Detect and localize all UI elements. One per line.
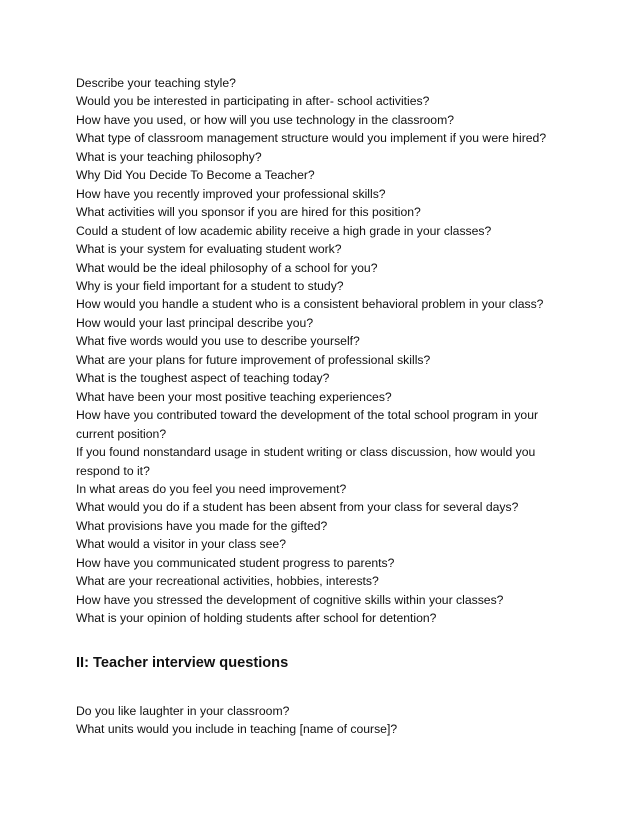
question-item: If you found nonstandard usage in student writing or class discussion, how would you respond to it? xyxy=(76,445,536,478)
section-heading: II: Teacher interview questions xyxy=(76,654,289,671)
question-item: Describe your teaching style? xyxy=(76,76,236,90)
question-item: Why Did You Decide To Become a Teacher? xyxy=(76,168,315,183)
question-list-part1 xyxy=(76,74,566,628)
question-item: In what areas do you feel you need improvement? xyxy=(76,481,347,496)
question-item: What would be the ideal philosophy of a school for you? xyxy=(76,260,378,275)
question-list-part2 xyxy=(76,702,566,739)
question-item: What would a visitor in your class see? xyxy=(76,537,286,552)
question-item: What have been your most positive teaching experiences? xyxy=(76,389,392,404)
question-item: How have you stressed the development of cognitive skills within your classes? xyxy=(76,592,504,607)
question-item: How would your last principal describe you? xyxy=(76,315,314,330)
question-item: What would you do if a student has been absent from your class for several days? xyxy=(76,500,519,515)
question-item: What is your teaching philosophy? xyxy=(76,149,262,164)
question-item: What provisions have you made for the gifted? xyxy=(76,518,328,533)
question-item: What are your plans for future improvement of professional skills? xyxy=(76,352,431,367)
question-item: Do you like laughter in your classroom? xyxy=(76,703,290,718)
question-item: How have you recently improved your professional skills? xyxy=(76,186,386,201)
question-item: What is the toughest aspect of teaching today? xyxy=(76,371,330,386)
question-item: Would you be interested in participating in after- school activities? xyxy=(76,94,430,109)
question-item: What activities will you sponsor if you are hired for this position? xyxy=(76,205,421,220)
question-item: How have you used, or how will you use technology in the classroom? xyxy=(76,112,455,127)
question-item: What is your opinion of holding students after school for detention? xyxy=(76,611,437,626)
question-item: What five words would you use to describe yourself? xyxy=(76,334,360,349)
question-item: Why is your field important for a student to study? xyxy=(76,278,344,293)
question-item: Could a student of low academic ability receive a high grade in your classes? xyxy=(76,223,492,238)
question-item: How have you communicated student progress to parents? xyxy=(76,555,395,570)
question-item: What are your recreational activities, hobbies, interests? xyxy=(76,574,379,589)
question-item: What type of classroom management structure would you implement if you were hired? xyxy=(76,131,547,146)
question-item: How have you contributed toward the development of the total school program in your current position? xyxy=(76,408,539,441)
question-item: What is your system for evaluating student work? xyxy=(76,242,342,257)
question-item: What units would you include in teaching [name of course]? xyxy=(76,722,398,737)
question-item: How would you handle a student who is a consistent behavioral problem in your class? xyxy=(76,297,544,312)
page-content xyxy=(76,74,566,739)
